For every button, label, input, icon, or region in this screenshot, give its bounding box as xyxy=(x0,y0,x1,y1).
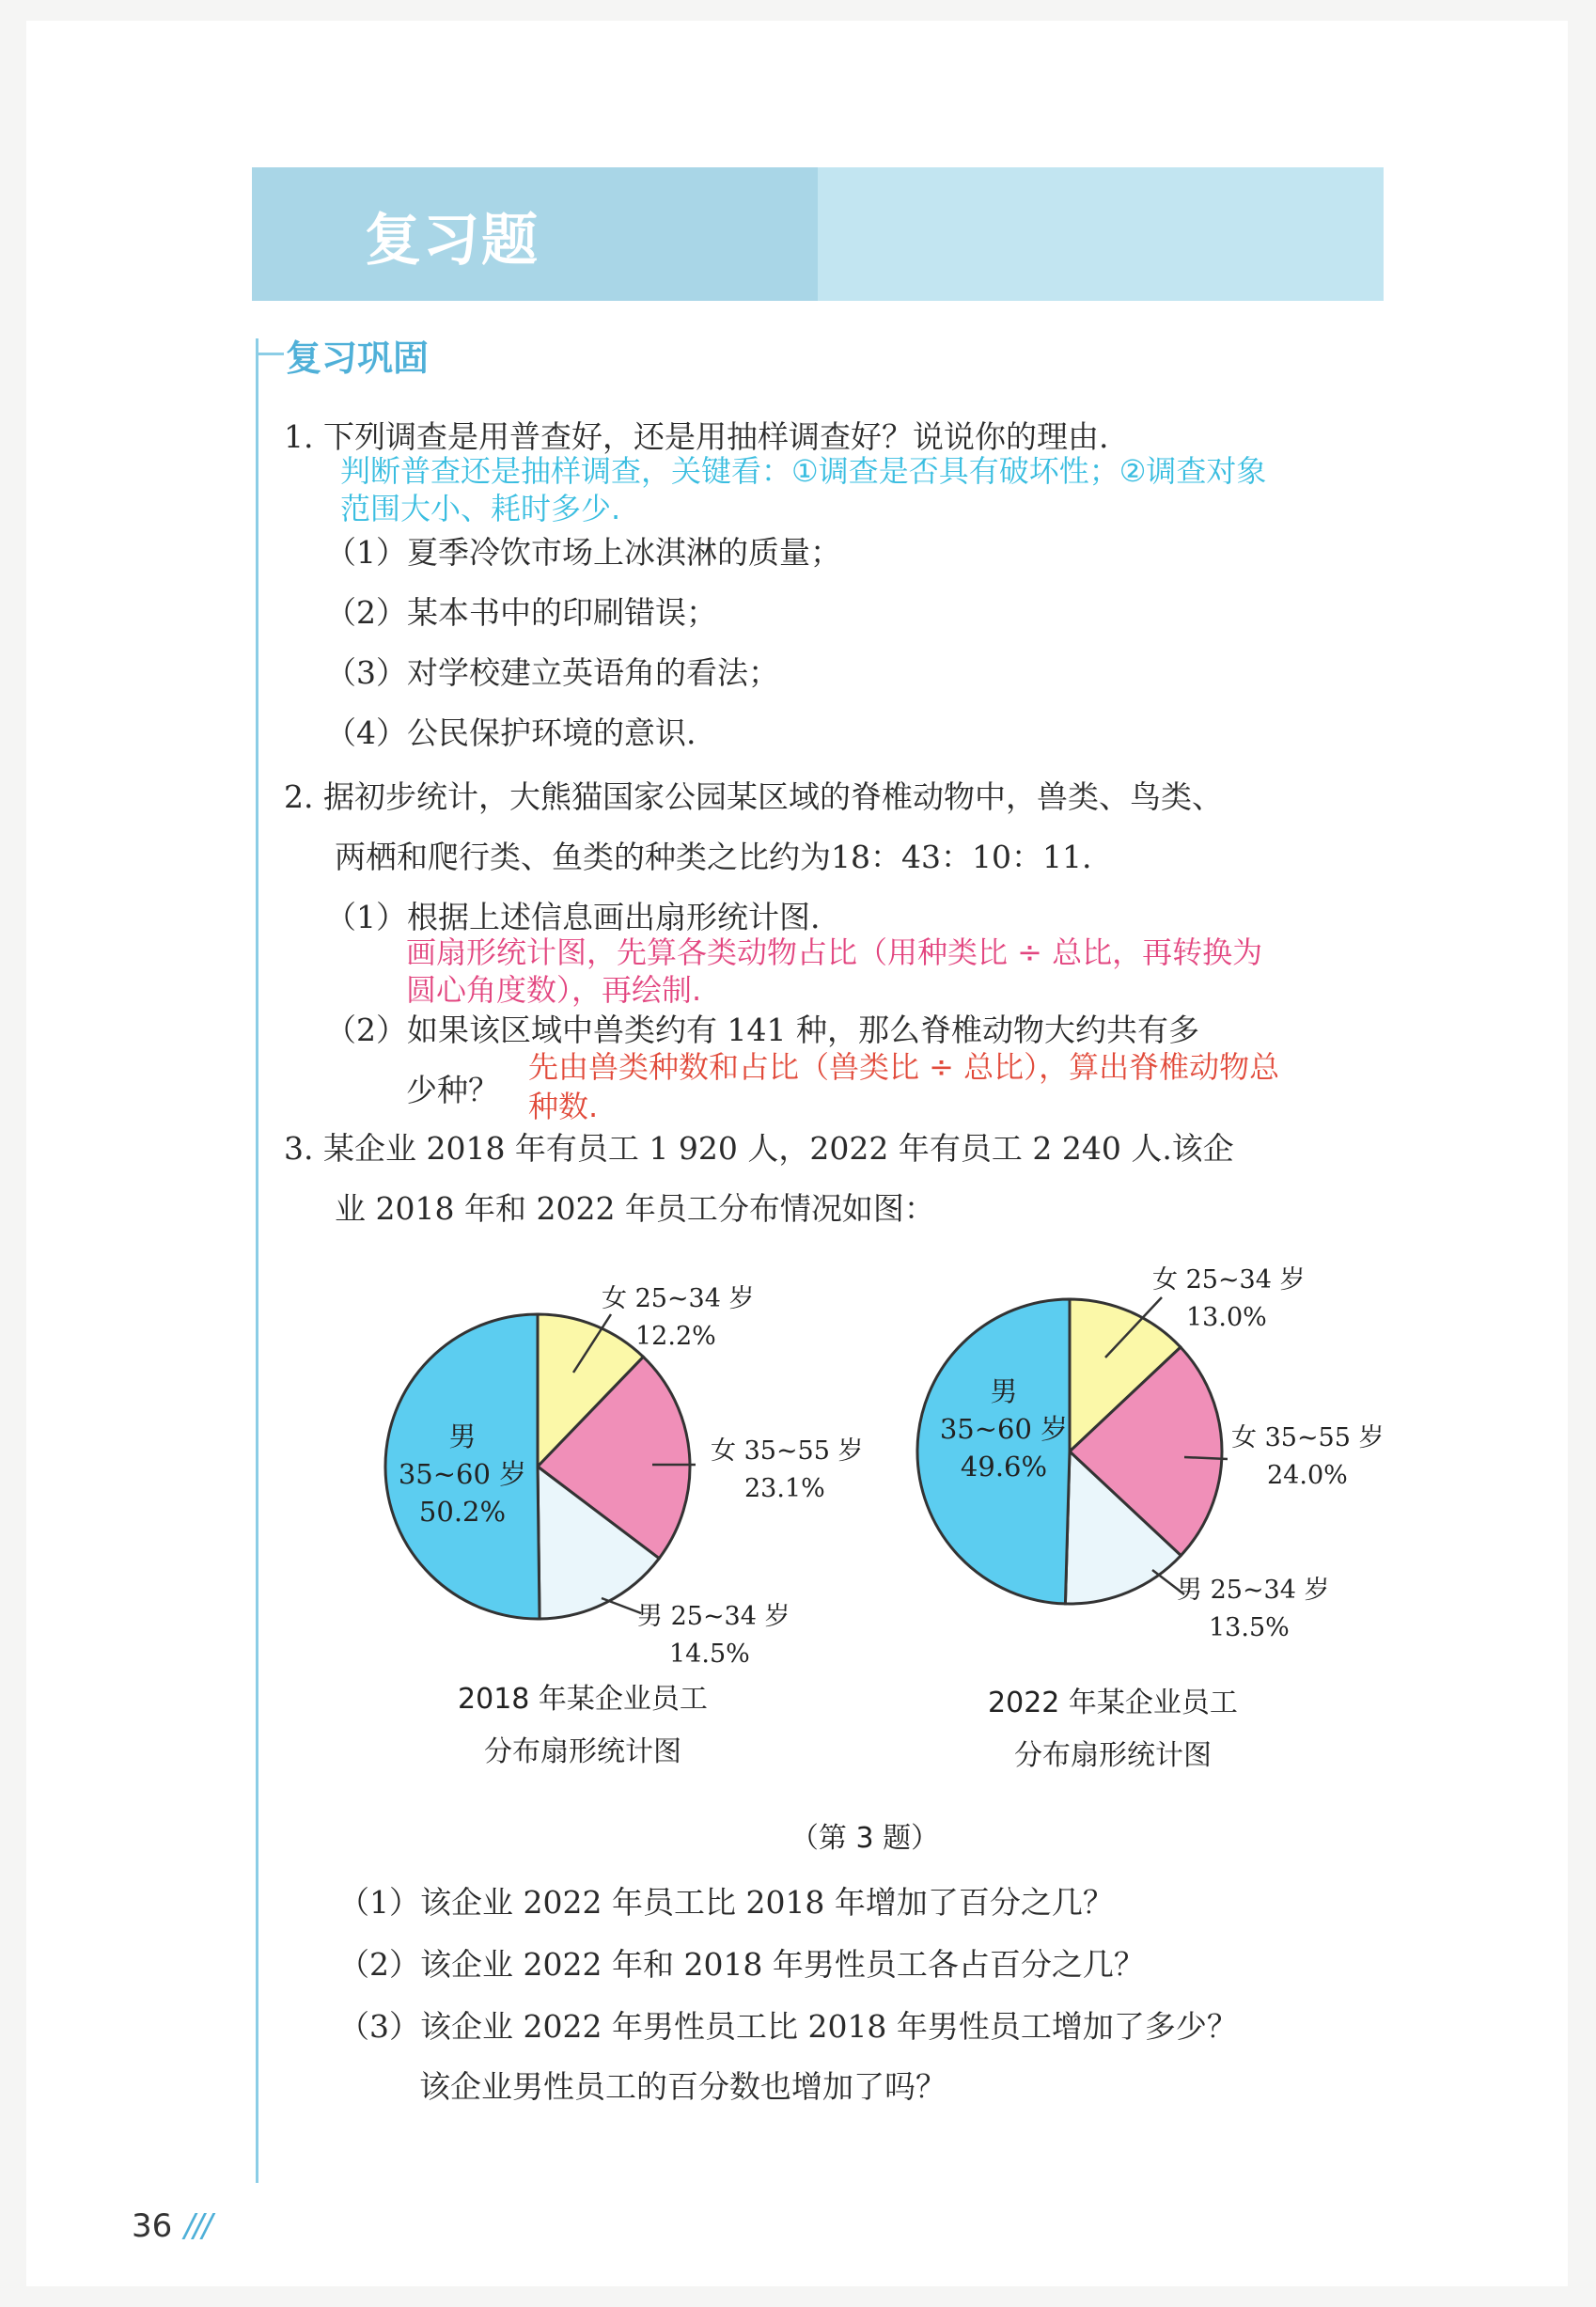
section-title: 复习巩固 xyxy=(286,337,430,379)
q2-sub1-hint-line1: 画扇形统计图，先算各类动物占比（用种类比 ÷ 总比，再转换为 xyxy=(406,934,1263,970)
q3-sub3: （3）该企业 2022 年男性员工比 2018 年男性员工增加了多少？ xyxy=(338,2008,1238,2045)
q3-stem-line2: 业 2018 年和 2022 年员工分布情况如图： xyxy=(335,1190,935,1227)
pie2022-value-female-35-55: 24.0% xyxy=(1267,1461,1348,1490)
q3-sub1: （1）该企业 2022 年员工比 2018 年增加了百分之几？ xyxy=(338,1884,1114,1921)
pie2022-value-female-25-34: 13.0% xyxy=(1186,1303,1267,1332)
q2-sub2-line1: （2）如果该区域中兽类约有 141 种，那么脊椎动物大约共有多 xyxy=(325,1012,1199,1048)
q1-hint-line1: 判断普查还是抽样调查，关键看：①调查是否具有破坏性；②调查对象 xyxy=(340,453,1267,489)
page-slashes: /// xyxy=(184,2207,211,2245)
pie2022-value-male-35-60: 49.6% xyxy=(960,1451,1048,1483)
q1-item-4: （4）公民保护环境的意识. xyxy=(325,714,696,751)
pie2022-title-line2: 分布扇形统计图 xyxy=(1014,1739,1212,1772)
pie2018-label-male-25-34: 男 25~34 岁 xyxy=(637,1602,790,1631)
q1-item-2: （2）某本书中的印刷错误； xyxy=(325,594,717,631)
pie2018-label-male-35-60-b: 35~60 岁 xyxy=(398,1458,527,1490)
q3-sub3-line2: 该企业男性员工的百分数也增加了吗？ xyxy=(419,2068,947,2105)
q2-sub1: （1）根据上述信息画出扇形统计图. xyxy=(325,899,821,935)
q1-item-3: （3）对学校建立英语角的看法； xyxy=(325,654,779,691)
q2-sub1-hint-line2: 圆心角度数），再绘制. xyxy=(406,972,702,1008)
pie2018-value-female-35-55: 23.1% xyxy=(744,1474,825,1503)
q3-sub2: （2）该企业 2022 年和 2018 年男性员工各占百分之几？ xyxy=(338,1946,1145,1983)
pie2022-label-female-35-55: 女 35~55 岁 xyxy=(1231,1423,1385,1452)
pie2022-label-female-25-34: 女 25~34 岁 xyxy=(1152,1265,1306,1295)
figure-label: （第 3 题） xyxy=(790,1822,940,1855)
q1-hint-line2: 范围大小、耗时多少. xyxy=(340,491,621,526)
q2-sub2-hint-line1: 先由兽类种数和占比（兽类比 ÷ 总比），算出脊椎动物总 xyxy=(528,1049,1280,1085)
pie2018-title-line1: 2018 年某企业员工 xyxy=(458,1683,708,1716)
q2-stem-line2: 两栖和爬行类、鱼类的种类之比约为18：43：10：11. xyxy=(335,839,1092,875)
q1-stem: 1. 下列调查是用普查好，还是用抽样调查好？说说你的理由. xyxy=(284,418,1109,455)
pie2018-label-female-35-55: 女 35~55 岁 xyxy=(711,1436,864,1466)
pie2018-value-female-25-34: 12.2% xyxy=(635,1322,716,1351)
page-number: 36 xyxy=(132,2207,173,2245)
pie2018-label-female-25-34: 女 25~34 岁 xyxy=(602,1284,755,1313)
pie2018-title-line2: 分布扇形统计图 xyxy=(484,1735,681,1768)
q2-stem-line1: 2. 据初步统计，大熊猫国家公园某区域的脊椎动物中，兽类、鸟类、 xyxy=(284,778,1223,815)
pie2018-label-male-35-60-a: 男 xyxy=(448,1420,477,1452)
pie2022-label-male-25-34: 男 25~34 岁 xyxy=(1177,1576,1330,1605)
pie2022-value-male-25-34: 13.5% xyxy=(1209,1613,1290,1642)
pie2018-value-male-25-34: 14.5% xyxy=(669,1640,750,1669)
page-title: 复习题 xyxy=(365,208,540,274)
pie2018-value-male-35-60: 50.2% xyxy=(418,1496,507,1528)
q3-stem-line1: 3. 某企业 2018 年有员工 1 920 人，2022 年有员工 2 240 人.该企 xyxy=(284,1130,1234,1167)
pie2022-title-line1: 2022 年某企业员工 xyxy=(988,1687,1238,1719)
pie0-leader-line-male-25-34 xyxy=(602,1598,641,1613)
pie2022-label-male-35-60-b: 35~60 岁 xyxy=(939,1413,1069,1445)
q2-sub2-line2: 少种？ xyxy=(406,1072,499,1108)
q1-item-1: （1）夏季冷饮市场上冰淇淋的质量； xyxy=(325,534,841,571)
q2-sub2-hint-line2: 种数. xyxy=(528,1089,599,1124)
pie2022-label-male-35-60-a: 男 xyxy=(990,1375,1018,1407)
